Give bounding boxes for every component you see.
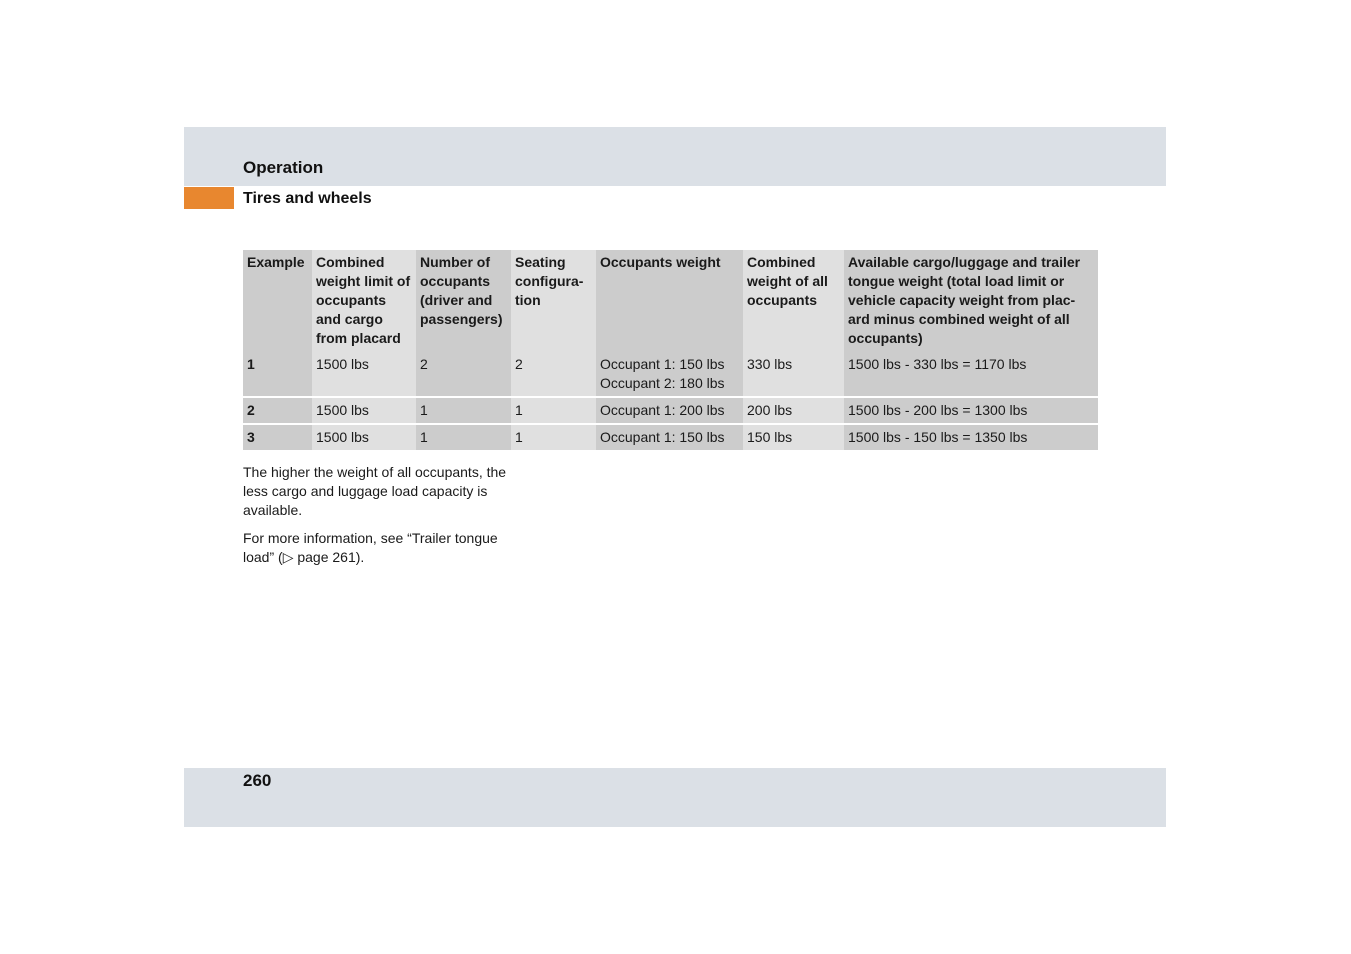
weight-note-paragraph: The higher the weight of all occupants, the less cargo and luggage load capacity is available. bbox=[243, 464, 507, 518]
weight-limit-cell: 1500 lbs bbox=[312, 352, 416, 396]
seating-cell: 1 bbox=[511, 423, 596, 450]
example-number: 2 bbox=[243, 396, 312, 423]
subsection-title: Tires and wheels bbox=[243, 190, 372, 207]
occupant-weight-line: Occupant 2: 180 lbs bbox=[600, 375, 725, 391]
table-row bbox=[243, 396, 1098, 423]
footer-band bbox=[184, 768, 1166, 827]
table-row bbox=[243, 423, 1098, 450]
column-header-available-cargo: Available cargo/luggage and trailer tongue weight (total load limit or vehicle capacity weight from plac- ard minus combined weight of all occupants) bbox=[844, 250, 1098, 352]
more-info-paragraph bbox=[243, 529, 523, 567]
column-header-example: Example bbox=[243, 250, 312, 352]
column-header-combined-weight: Combined weight of all occupants bbox=[743, 250, 844, 352]
table-row bbox=[243, 352, 1098, 396]
load-examples-table bbox=[243, 250, 1098, 450]
occupant-weight-line: Occupant 1: 150 lbs bbox=[600, 429, 725, 445]
more-info-text: For more information, see “Trailer tongue load” ( bbox=[243, 530, 498, 565]
weight-limit-cell: 1500 lbs bbox=[312, 396, 416, 423]
seating-cell: 2 bbox=[511, 352, 596, 396]
example-number: 3 bbox=[243, 423, 312, 450]
column-header-seating: Seating configura- tion bbox=[511, 250, 596, 352]
occupant-weight-line: Occupant 1: 200 lbs bbox=[600, 402, 725, 418]
page-reference-arrow-icon: ▷ bbox=[282, 549, 294, 565]
column-header-occupant-count: Number of occupants (driver and passengers) bbox=[416, 250, 511, 352]
occupant-count-cell: 1 bbox=[416, 396, 511, 423]
page-reference-link[interactable]: page 261). bbox=[293, 549, 365, 565]
section-title: Operation bbox=[243, 158, 324, 177]
combined-weight-cell: 200 lbs bbox=[743, 396, 844, 423]
occupant-count-cell: 1 bbox=[416, 423, 511, 450]
header-band bbox=[184, 127, 1166, 186]
table-header-row bbox=[243, 250, 1098, 352]
combined-weight-cell: 150 lbs bbox=[743, 423, 844, 450]
column-header-occupants-weight: Occupants weight bbox=[596, 250, 743, 352]
section-marker bbox=[184, 187, 234, 209]
occupants-weight-cell bbox=[596, 352, 743, 396]
occupant-weight-line: Occupant 1: 150 lbs bbox=[600, 356, 725, 372]
combined-weight-cell: 330 lbs bbox=[743, 352, 844, 396]
occupants-weight-cell bbox=[596, 396, 743, 423]
available-cargo-cell: 1500 lbs - 330 lbs = 1170 lbs bbox=[844, 352, 1098, 396]
column-header-weight-limit: Combined weight limit of occupants and cargo from placard bbox=[312, 250, 416, 352]
available-cargo-cell: 1500 lbs - 150 lbs = 1350 lbs bbox=[844, 423, 1098, 450]
occupants-weight-cell bbox=[596, 423, 743, 450]
weight-limit-cell: 1500 lbs bbox=[312, 423, 416, 450]
available-cargo-cell: 1500 lbs - 200 lbs = 1300 lbs bbox=[844, 396, 1098, 423]
page-number: 260 bbox=[243, 771, 272, 790]
occupant-count-cell: 2 bbox=[416, 352, 511, 396]
seating-cell: 1 bbox=[511, 396, 596, 423]
example-number: 1 bbox=[243, 352, 312, 396]
